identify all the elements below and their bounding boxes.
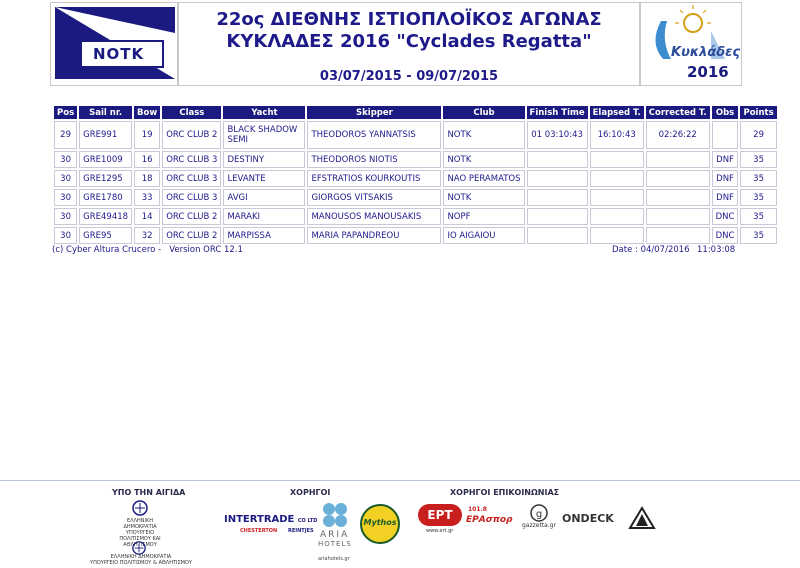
patron-ministry-1: ΕΛΛΗΝΙΚΗ ΔΗΜΟΚΡΑΤΙΑ ΥΠΟΥΡΓΕΙΟ ΠΟΛΙΤΙΣΜΟΥ ΚΑΙ ΑΘΛΗΤΙΣΜΟΥ [119, 518, 161, 548]
cell-finish [527, 227, 588, 244]
intertrade-co: CO LTD [297, 518, 318, 524]
cell-skipper: EFSTRATIOS KOURKOUTIS [307, 170, 441, 187]
report-date: Date : 04/07/2016 [612, 245, 690, 255]
cell-skipper: THEODOROS YANNATSIS [307, 121, 441, 149]
cell-corrected: 02:26:22 [646, 121, 710, 149]
event-logo [640, 2, 742, 86]
cell-obs: DNC [712, 208, 739, 225]
table-row [54, 227, 777, 244]
cell-points: 35 [740, 208, 776, 225]
event-dates: 03/07/2015 - 09/07/2015 [319, 69, 499, 84]
col-club: Club [443, 106, 524, 119]
cell-sail: GRE95 [79, 227, 132, 244]
col-finish-time: Finish Time [527, 106, 588, 119]
cell-points: 35 [740, 227, 776, 244]
sponsors-title: ΧΟΡΗΓΟΙ [290, 488, 331, 497]
cell-elapsed [590, 208, 644, 225]
cell-finish [527, 151, 588, 168]
cell-obs: DNF [712, 189, 739, 206]
cell-bow: 19 [134, 121, 160, 149]
cell-elapsed [590, 151, 644, 168]
mythos-logo [360, 504, 400, 544]
cell-points: 35 [740, 189, 776, 206]
table-row [54, 121, 777, 149]
cell-obs: DNF [712, 151, 739, 168]
cell-corrected [646, 208, 710, 225]
cell-yacht: MARAKI [223, 208, 305, 225]
col-obs: Obs [712, 106, 739, 119]
cell-points: 35 [740, 170, 776, 187]
gazzetta-text: gazzetta.gr [522, 522, 557, 529]
cell-sail: GRE49418 [79, 208, 132, 225]
cell-club: NOTK [443, 189, 524, 206]
era-sport-logo: ΕΡΑσπορ [466, 515, 513, 525]
cell-sail: GRE1009 [79, 151, 132, 168]
reintjes-logo: REINTJES [288, 528, 314, 534]
cell-finish: 01 03:10:43 [527, 121, 588, 149]
col-pos: Pos [54, 106, 77, 119]
mythos-text: Mythos [363, 518, 397, 527]
event-title-line2: ΚΥΚΛΑΔΕΣ 2016 "Cyclades Regatta" [226, 31, 592, 52]
cell-elapsed [590, 170, 644, 187]
cell-elapsed [590, 189, 644, 206]
cell-yacht: MARPISSA [223, 227, 305, 244]
cell-class: ORC CLUB 3 [162, 170, 221, 187]
cell-bow: 18 [134, 170, 160, 187]
cell-yacht: LEVANTE [223, 170, 305, 187]
cell-points: 35 [740, 151, 776, 168]
ert-logo: ΕΡΤ [418, 504, 462, 526]
club-pennant-icon [51, 3, 177, 85]
cell-obs: DNC [712, 227, 739, 244]
col-elapsed: Elapsed T. [590, 106, 644, 119]
event-title-line1: 22ος ΔΙΕΘΝΗΣ ΙΣΤΙΟΠΛΟΪΚΟΣ ΑΓΩΝΑΣ [216, 9, 602, 30]
cell-obs [712, 121, 739, 149]
col-corrected: Corrected T. [646, 106, 710, 119]
sponsor-divider [0, 480, 800, 481]
col-class: Class [162, 106, 221, 119]
aria-hotels-text: HOTELS [318, 540, 352, 548]
cell-class: ORC CLUB 3 [162, 189, 221, 206]
cell-skipper: GIORGOS VITSAKIS [307, 189, 441, 206]
ondeck-logo: ONDECK [562, 512, 614, 525]
patron-ministry-2-line2: ΥΠΟΥΡΓΕΙΟ ΠΟΛΙΤΙΣΜΟΥ & ΑΘΛΗΤΙΣΜΟΥ [90, 560, 192, 566]
aria-text: ARIA [320, 530, 350, 540]
cell-pos: 29 [54, 121, 77, 149]
era-frequency: 101.8 [468, 506, 487, 513]
cell-corrected [646, 189, 710, 206]
cell-points: 29 [740, 121, 776, 149]
cell-club: NOTK [443, 121, 524, 149]
cell-club: NOTK [443, 151, 524, 168]
patronage-title: ΥΠΟ ΤΗΝ ΑΙΓΙΔΑ [112, 488, 186, 497]
cell-pos: 30 [54, 208, 77, 225]
greek-emblem-icon [132, 500, 148, 520]
cell-yacht: BLACK SHADOW SEMI [223, 121, 305, 149]
event-logo-year: 2016 [687, 63, 729, 81]
cell-pos: 30 [54, 151, 77, 168]
table-header-row [54, 106, 777, 119]
cell-skipper: THEODOROS NIOTIS [307, 151, 441, 168]
club-logo-text: NOTK [93, 45, 145, 63]
intertrade-text: INTERTRADE [224, 514, 295, 525]
table-row [54, 189, 777, 206]
club-logo [50, 2, 178, 86]
cell-bow: 14 [134, 208, 160, 225]
title-panel [178, 2, 640, 86]
software-credit: (c) Cyber Altura Crucero - Version ORC 12.1 [52, 245, 243, 255]
cell-club: NOPF [443, 208, 524, 225]
chesterton-logo: CHESTERTON [240, 528, 278, 534]
cell-elapsed: 16:10:43 [590, 121, 644, 149]
cell-finish [527, 170, 588, 187]
table-row [54, 170, 777, 187]
cell-finish [527, 208, 588, 225]
cell-class: ORC CLUB 2 [162, 227, 221, 244]
triangle-logo-icon [628, 506, 656, 534]
cell-pos: 30 [54, 189, 77, 206]
report-time: 11:03:08 [697, 245, 736, 255]
cell-yacht: DESTINY [223, 151, 305, 168]
cell-club: NAO PERAMATOS [443, 170, 524, 187]
col-points: Points [740, 106, 776, 119]
table-row [54, 151, 777, 168]
cell-pos: 30 [54, 227, 77, 244]
col-bow: Bow [134, 106, 160, 119]
intertrade-logo [224, 514, 317, 525]
table-row [54, 208, 777, 225]
cell-class: ORC CLUB 2 [162, 121, 221, 149]
ert-url: www.ert.gr [426, 528, 454, 534]
cell-corrected [646, 151, 710, 168]
col-yacht: Yacht [223, 106, 305, 119]
cell-corrected [646, 227, 710, 244]
cell-skipper: MARIA PAPANDREOU [307, 227, 441, 244]
cell-obs: DNF [712, 170, 739, 187]
col-skipper: Skipper [307, 106, 441, 119]
cell-sail: GRE1295 [79, 170, 132, 187]
aria-hotels-icon [320, 500, 350, 534]
cell-sail: GRE991 [79, 121, 132, 149]
col-sail: Sail nr. [79, 106, 132, 119]
media-sponsors-title: ΧΟΡΗΓΟΙ ΕΠΙΚΟΙΝΩΝΙΑΣ [450, 488, 560, 497]
cell-corrected [646, 170, 710, 187]
svg-text:g: g [535, 509, 543, 520]
results-table [52, 104, 779, 246]
cell-elapsed [590, 227, 644, 244]
cell-bow: 33 [134, 189, 160, 206]
cell-skipper: MANOUSOS MANOUSAKIS [307, 208, 441, 225]
cell-bow: 32 [134, 227, 160, 244]
cell-sail: GRE1780 [79, 189, 132, 206]
cell-finish [527, 189, 588, 206]
aria-url: ariahotels.gr [318, 556, 350, 562]
event-logo-text: Κυκλάδες [671, 45, 741, 60]
cell-club: IO AIGAIOU [443, 227, 524, 244]
cell-class: ORC CLUB 2 [162, 208, 221, 225]
cell-bow: 16 [134, 151, 160, 168]
patron-ministry-2-line1: ΕΛΛΗΝΙΚΗ ΔΗΜΟΚΡΑΤΙΑ [110, 554, 172, 560]
cell-yacht: AVGI [223, 189, 305, 206]
cell-class: ORC CLUB 3 [162, 151, 221, 168]
cell-pos: 30 [54, 170, 77, 187]
